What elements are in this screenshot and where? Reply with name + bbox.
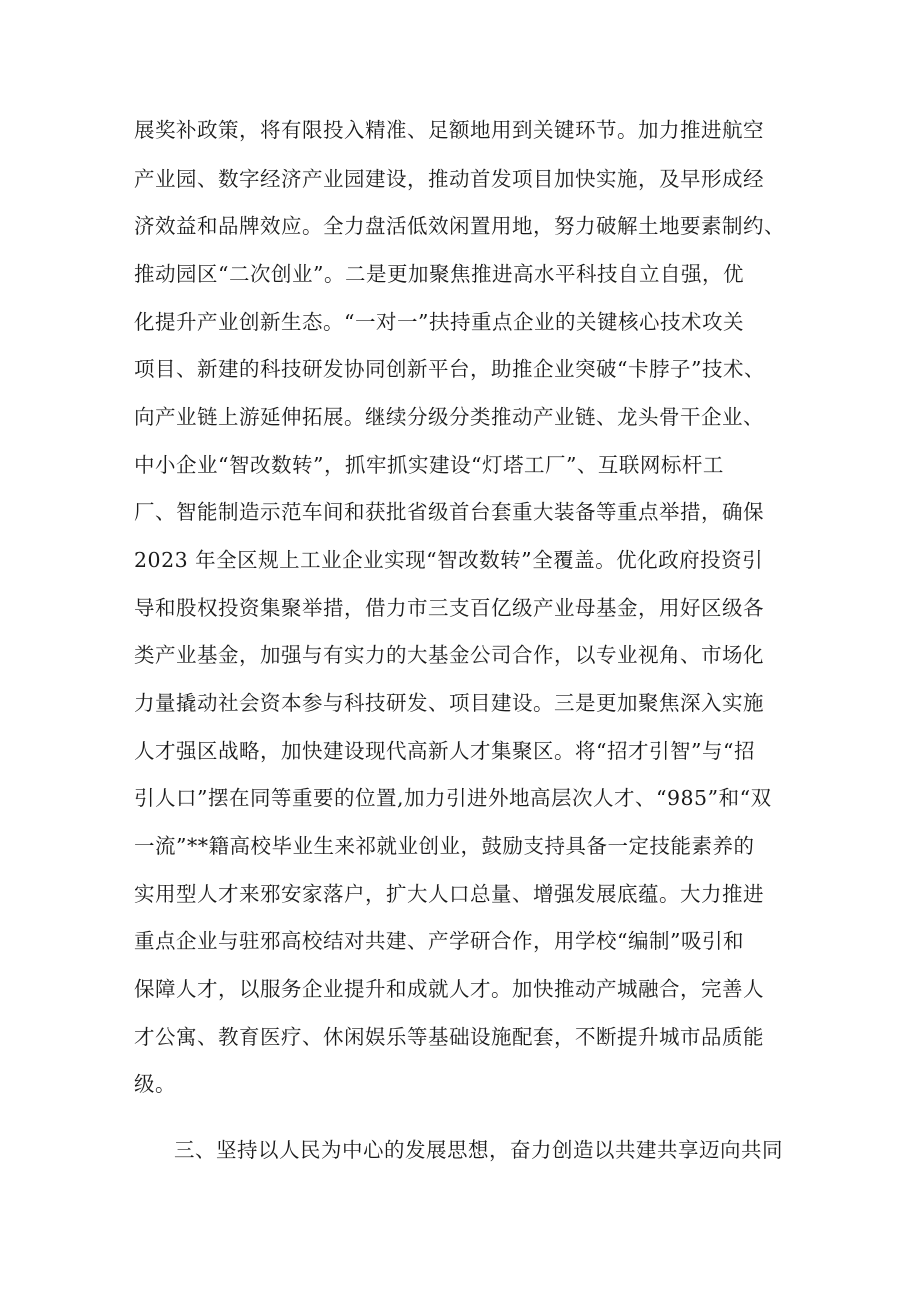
- paragraph-line: 人才强区战略，加快建设现代高新人才集聚区。将“招才引智”与“招: [134, 739, 755, 763]
- paragraph-line: 济效益和品牌效应。全力盘活低效闲置用地，努力破解土地要素制约、: [134, 214, 785, 238]
- paragraph-line: 级。: [134, 1072, 176, 1096]
- paragraph-line: 化提升产业创新生态。“一对一”扶持重点企业的关键核心技术攻关: [134, 310, 744, 334]
- paragraph-line: 实用型人才来邪安家落户，扩大人口总量、增强发展底蕴。大力推进: [134, 882, 764, 906]
- paragraph-line: 2023 年全区规上工业企业实现“智改数转”全覆盖。优化政府投资引: [134, 548, 764, 572]
- paragraph-line: 厂、智能制造示范车间和获批省级首台套重大装备等重点举措，确保: [134, 500, 764, 524]
- paragraph-line: 导和股权投资集聚举措，借力市三支百亿级产业母基金，用好区级各: [134, 596, 764, 620]
- paragraph-line: 引人口”摆在同等重要的位置,加力引进外地高层次人才、“985”和“双: [134, 786, 772, 810]
- paragraph-line: 中小企业“智改数转”，抓牢抓实建设“灯塔工厂”、互联网标杆工: [134, 453, 724, 477]
- paragraph-line: 展奖补政策，将有限投入精准、足额地用到关键环节。加力推进航空: [134, 118, 764, 142]
- paragraph-line: 一流”**籍高校毕业生来祁就业创业，鼓励支持具备一定技能素养的: [134, 834, 755, 858]
- paragraph-line: 项目、新建的科技研发协同创新平台，助推企业突破“卡脖子”技术、: [134, 357, 765, 381]
- paragraph-line: 力量撬动社会资本参与科技研发、项目建设。三是更加聚焦深入实施: [134, 691, 764, 715]
- paragraph-line: 才公寓、教育医疗、休闲娱乐等基础设施配套，不断提升城市品质能: [134, 1025, 764, 1049]
- paragraph-line: 保障人才，以服务企业提升和成就人才。加快推动产城融合，完善人: [134, 977, 764, 1001]
- paragraph-line: 推动园区“二次创业”。二是更加聚焦推进高水平科技自立自强，优: [134, 262, 744, 286]
- paragraph-line: 产业园、数字经济产业园建设，推动首发项目加快实施，及早形成经: [134, 167, 764, 191]
- paragraph-line: 重点企业与驻邪高校结对共建、产学研合作，用学校“编制”吸引和: [134, 929, 744, 953]
- paragraph-line: 类产业基金，加强与有实力的大基金公司合作，以专业视角、市场化: [134, 643, 764, 667]
- paragraph-line: 向产业链上游延伸拓展。继续分级分类推动产业链、龙头骨干企业、: [134, 405, 764, 429]
- section-heading-line: 三、坚持以人民为中心的发展思想，奋力创造以共建共享迈向共同: [174, 1138, 783, 1162]
